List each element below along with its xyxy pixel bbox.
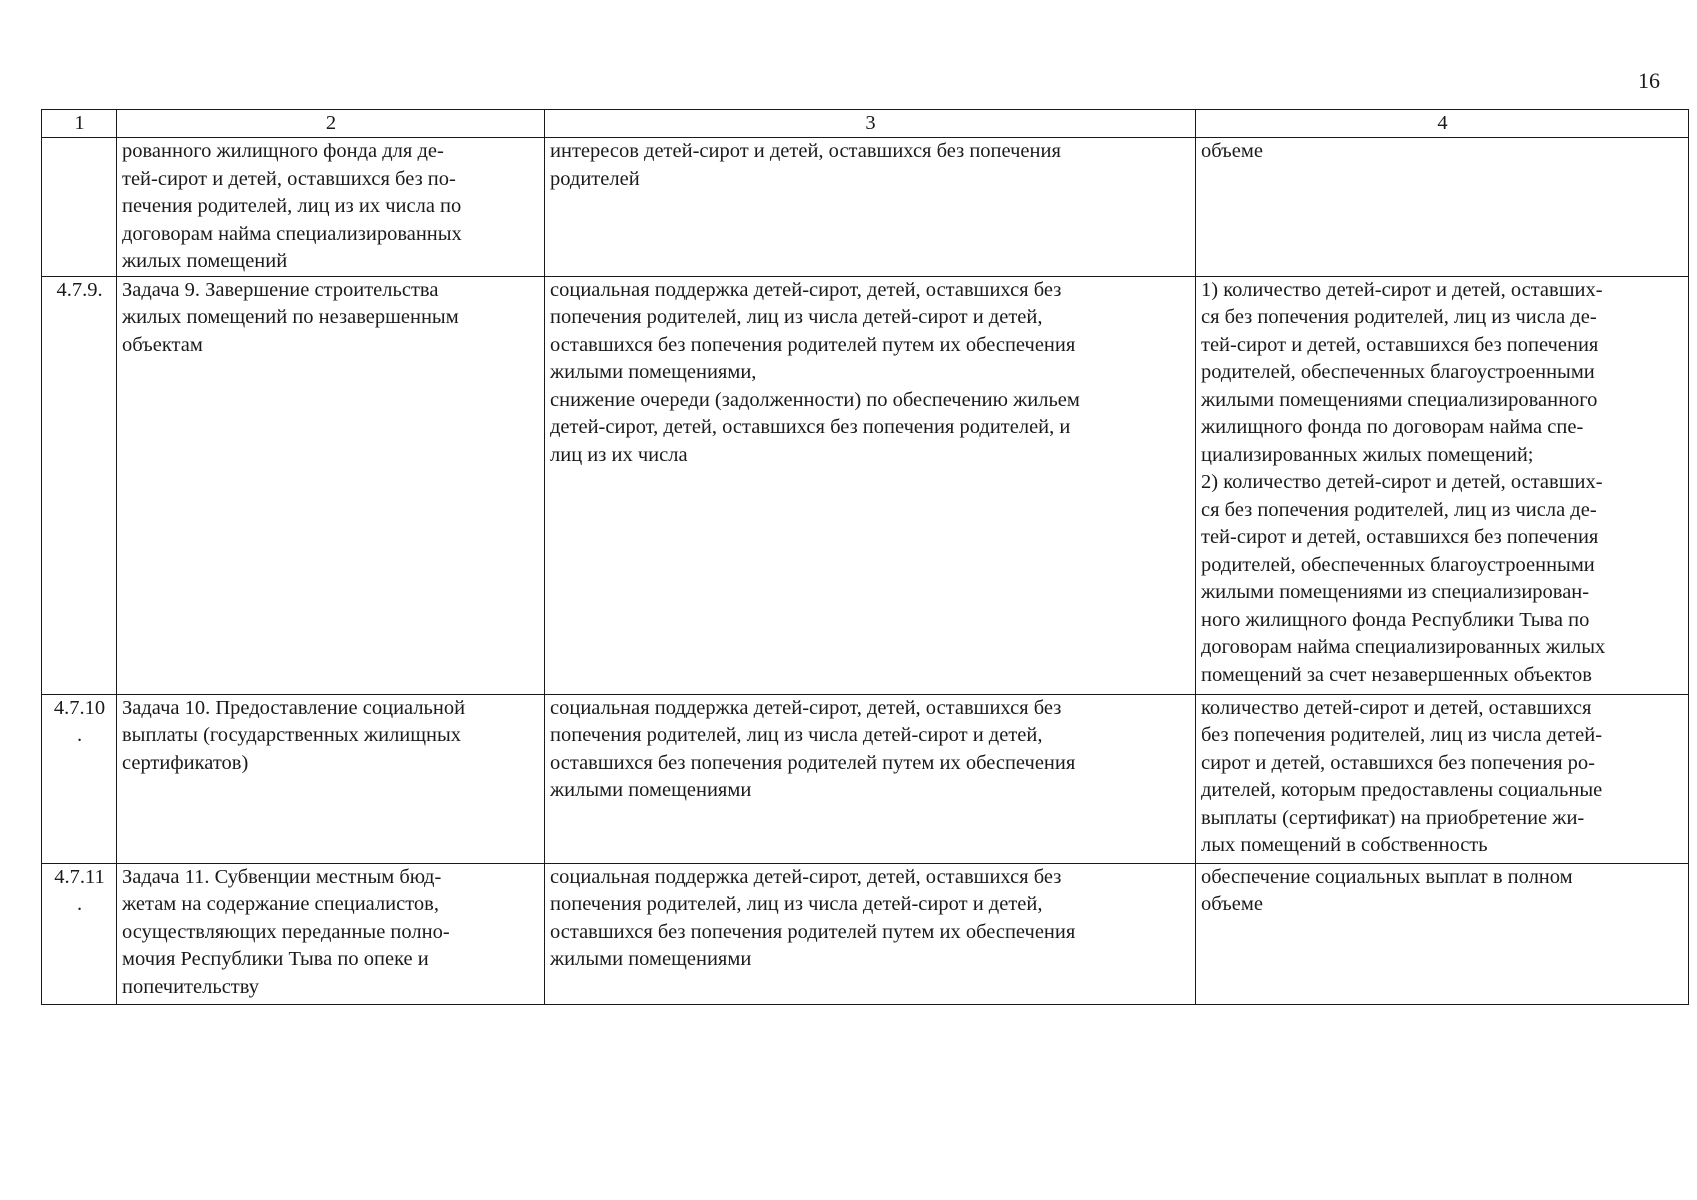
indicator-cell: обеспечение социальных выплат в полном объеме [1196, 863, 1689, 1004]
row-number: 4.7.11 . [42, 863, 117, 1004]
table-body [42, 138, 1689, 1005]
task-cell: рованного жилищного фонда для де- тей-сирот и детей, оставшихся без по- печения родителей, лиц из их числа по договорам найма специализированных жилых помещений [117, 138, 545, 277]
column-header-4: 4 [1196, 110, 1689, 138]
goal-cell: интересов детей-сирот и детей, оставшихся без попечения родителей [545, 138, 1196, 277]
goal-cell: социальная поддержка детей-сирот, детей, оставшихся без попечения родителей, лиц из числа детей-сирот и детей, оставшихся без попечения родителей путем их обеспечения жилыми помещениями [545, 863, 1196, 1004]
header-row [42, 110, 1689, 138]
task-cell: Задача 11. Субвенции местным бюд- жетам на содержание специалистов, осуществляющих переданные полно- мочия Республики Тыва по опеке и попечительству [117, 863, 545, 1004]
row-number: 4.7.10 . [42, 694, 117, 863]
goal-cell: социальная поддержка детей-сирот, детей, оставшихся без попечения родителей, лиц из числа детей-сирот и детей, оставшихся без попечения родителей путем их обеспечения жилыми помещениями, снижение очереди (задолженности) по обеспечению жильем детей-сирот, детей, оставшихся без попечения родителей, и лиц из их числа [545, 276, 1196, 694]
indicator-cell: количество детей-сирот и детей, оставшихся без попечения родителей, лиц из числа детей- сирот и детей, оставшихся без попечения ро- дителей, которым предоставлены социальные выплаты (сертификат) на приобретение жи- лых помещений в собственность [1196, 694, 1689, 863]
program-tasks-table [41, 109, 1689, 1005]
task-cell: Задача 10. Предоставление социальной выплаты (государственных жилищных сертификатов) [117, 694, 545, 863]
goal-cell: социальная поддержка детей-сирот, детей, оставшихся без попечения родителей, лиц из числа детей-сирот и детей, оставшихся без попечения родителей путем их обеспечения жилыми помещениями [545, 694, 1196, 863]
column-header-1: 1 [42, 110, 117, 138]
table-row [42, 138, 1689, 277]
table-row [42, 863, 1689, 1004]
column-header-2: 2 [117, 110, 545, 138]
task-cell: Задача 9. Завершение строительства жилых помещений по незавершенным объектам [117, 276, 545, 694]
table-row [42, 694, 1689, 863]
page-number: 16 [1638, 68, 1660, 93]
column-header-3: 3 [545, 110, 1196, 138]
row-number: 4.7.9. [42, 276, 117, 694]
indicator-cell: 1) количество детей-сирот и детей, оставших- ся без попечения родителей, лиц из числа де- тей-сирот и детей, оставшихся без попечения родителей, обеспеченных благоустроенными жилыми помещениями специализированного жилищного фонда по договорам найма спе- циализированных жилых помещений; 2) количество детей-сирот и детей, оставших- ся без попечения родителей, лиц из числа де- тей-сирот и детей, оставшихся без попечения родителей, обеспеченных благоустроенными жилыми помещениями из специализирован- ного жилищного фонда Республики Тыва по договорам найма специализированных жилых помещений за счет незавершенных объектов [1196, 276, 1689, 694]
table-row [42, 276, 1689, 694]
indicator-cell: объеме [1196, 138, 1689, 277]
table-header [42, 110, 1689, 138]
row-number [42, 138, 117, 277]
